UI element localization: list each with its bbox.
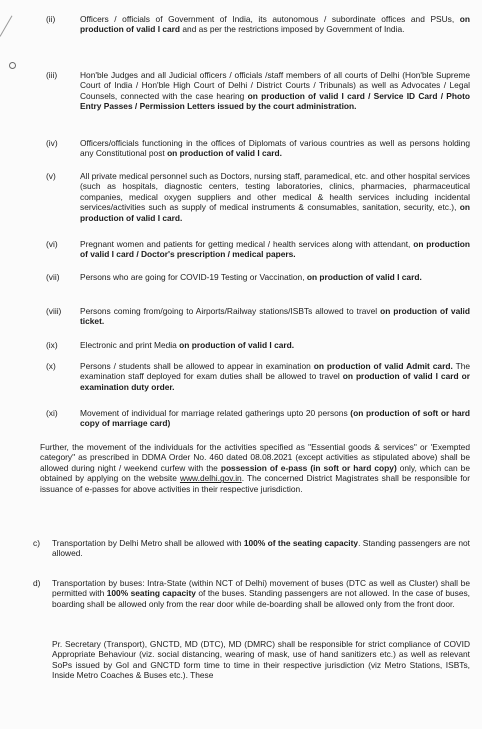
section-d-text: [52, 578, 470, 609]
section-label-d: d): [33, 578, 41, 588]
text-run: of the buses. Standing passengers are not allowed. In the case of buses, boarding shall be allowed only from the rear door while de-boarding shall be allowed only from the front door.: [52, 588, 470, 609]
text-run: Officers / officials of Government of India, its autonomous / subordinate offices and PSUs,: [80, 14, 460, 24]
list-item-xi: [40, 408, 470, 429]
bold-text: 100% of the seating capacity: [243, 538, 359, 548]
section-label-c: c): [33, 538, 40, 548]
pr-secretary-paragraph: [52, 639, 470, 681]
text-run: Transportation by Delhi Metro shall be allowed with: [52, 538, 244, 548]
item-text: [80, 239, 470, 260]
text-run: Officers/officials functioning in the offices of Diplomats of various countries as well as persons holding any Constitutional post: [80, 138, 470, 159]
item-text: [80, 138, 470, 159]
item-number: (vi): [46, 239, 58, 249]
text-run: Persons / students shall be allowed to appear in examination: [80, 361, 314, 371]
item-number: (ii): [46, 14, 56, 24]
bold-text: on production of valid I card.: [80, 202, 470, 223]
bold-text: 100% seating capacity: [106, 588, 196, 599]
bold-text: on production of valid I card / Doctor's prescription / medical papers.: [80, 239, 470, 260]
bold-text: possession of e-pass (in soft or hard copy): [220, 462, 397, 473]
list-item-v: [40, 171, 470, 223]
list-item-ix: [40, 340, 470, 350]
text-run: The examination staff deployed for exam duties shall be allowed to travel: [80, 361, 471, 382]
text-run: Persons coming from/going to Airports/Railway stations/ISBTs allowed to travel: [80, 306, 381, 316]
item-number: (ix): [46, 340, 58, 350]
further-paragraph: [40, 442, 470, 494]
bold-text: on production of valid I card / Service ID Card / Photo Entry Passes / Permission Letters issued by the court administration.: [80, 90, 470, 112]
pen-mark: [0, 15, 12, 36]
item-number: (iii): [46, 70, 58, 80]
item-text: [80, 70, 470, 112]
list-item-x: [40, 361, 470, 392]
item-number: (viii): [46, 306, 62, 316]
text-run: Electronic and print Media: [80, 340, 180, 350]
text-run: Further, the movement of the individuals for the activities specified as "Essential goods & services" or 'Exempted category" as prescribed in DDMA Order No. 460 dated 08.08.2021 (except activities as stipulated above) shall be allowed during night / weekend curfew with the: [40, 442, 470, 473]
bold-text: (on production of soft or hard copy of marriage card): [80, 408, 470, 429]
text-run: Pr. Secretary (Transport), GNCTD, MD (DTC), MD (DMRC) shall be responsible for strict compliance of COVID Appropriate Behaviour (viz. social distancing, wearing of mask, use of hand sanitizers etc.) as well as relevant SoPs issued by GoI and GNCTD form time to time in their respective jurisdiction (viz Metro Stations, ISBTs, Inside Metro Coaches & Buses etc.). These: [52, 639, 470, 681]
item-text: [80, 272, 470, 282]
item-text: [80, 306, 470, 327]
item-number: (v): [46, 171, 56, 181]
section-c-text: [52, 538, 470, 559]
text-run: . The concerned District Magistrates shall be responsible for issuance of e-passes for above activities in their respective jurisdiction.: [40, 473, 470, 494]
list-item-ii: [40, 14, 470, 35]
list-item-iv: [40, 138, 470, 159]
bold-text: on production of valid Admit card.: [313, 361, 453, 371]
item-number: (x): [46, 361, 56, 371]
item-text: [80, 361, 470, 392]
bold-text: on production of valid I card or examination duty order.: [80, 371, 470, 392]
text-run: Pregnant women and patients for getting medical / health services along with attendant,: [80, 239, 414, 249]
item-text: [80, 171, 470, 223]
list-item-viii: [40, 306, 470, 327]
text-run: All private medical personnel such as Doctors, nursing staff, paramedical, etc. and other hospital services (such as hospitals, diagnostic centers, testing laboratories, clinics, pharmacies, pharmaceutical companies, medical oxygen suppliers and other medical & health services including incidental services/activities such as supply of medical instruments & consumables, sanitation, security, etc.),: [80, 171, 470, 213]
item-number: (iv): [46, 138, 58, 148]
text-run: Transportation by buses: Intra-State (within NCT of Delhi) movement of buses (DTC as well as Cluster) shall be permitted with: [52, 578, 470, 599]
hole-punch-mark: [9, 62, 16, 69]
list-item-iii: [40, 70, 470, 112]
text-run: Hon'ble Judges and all Judicial officers / officials /staff members of all courts of Delhi (Hon'ble Supreme Court of India / Hon'ble High Court of Delhi / District Courts / Tribunals) as well as Advocates / Legal Counsels, connected with the case hearing: [80, 70, 470, 101]
item-number: (xi): [46, 408, 58, 418]
item-text: [80, 408, 470, 429]
text-run: Movement of individual for marriage related gatherings upto 20 persons: [80, 408, 351, 418]
bold-text: on production of valid I card.: [179, 340, 295, 350]
bold-text: on production of valid I card.: [167, 148, 282, 159]
item-number: (vii): [46, 272, 60, 282]
bold-text: on production of valid I card: [80, 14, 470, 35]
text-run: only, which can be obtained by applying on the website: [40, 462, 470, 484]
list-item-vii: [40, 272, 470, 282]
list-item-vi: [40, 239, 470, 260]
text-run: . Standing passengers are not allowed.: [52, 538, 470, 559]
bold-text: on production of valid I card.: [306, 272, 422, 282]
website-link-text[interactable]: www.delhi.gov.in: [179, 473, 242, 484]
bold-text: on production of valid ticket.: [80, 306, 470, 327]
text-run: Persons who are going for COVID-19 Testing or Vaccination,: [80, 272, 307, 282]
text-run: and as per the restrictions imposed by Government of India.: [180, 24, 405, 35]
item-text: [80, 14, 470, 35]
item-text: [80, 340, 470, 350]
